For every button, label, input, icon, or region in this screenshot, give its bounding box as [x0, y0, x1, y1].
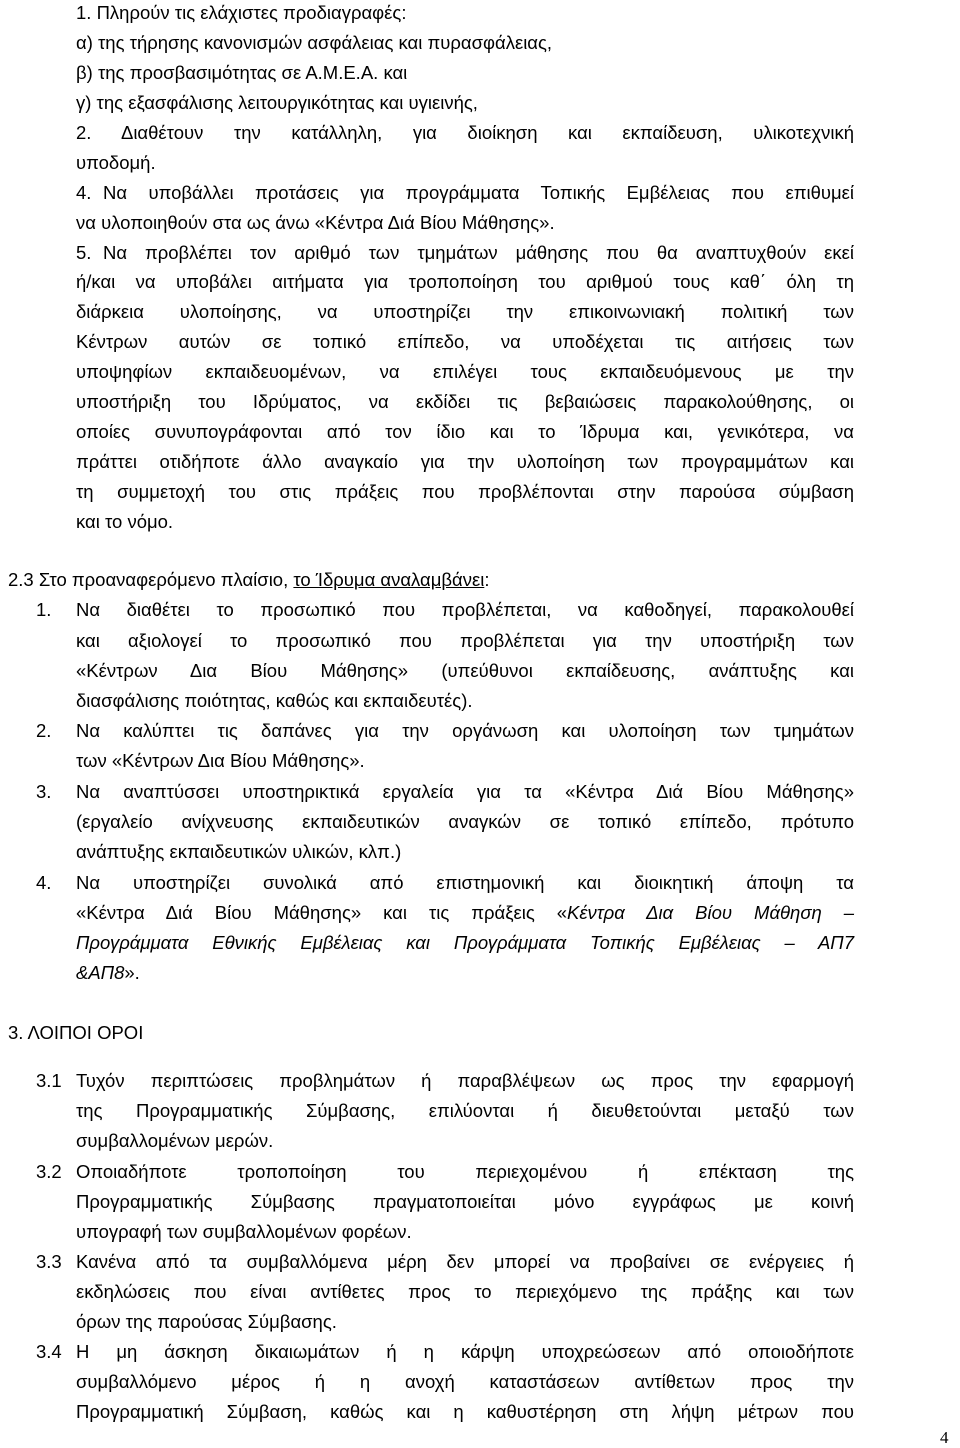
s3-item-line: υπογραφή των συμβαλλομένων φορέων. [76, 1221, 412, 1242]
s3-item-line: Προγραμματικής Σύμβασης πραγματοποιείται μόνο εγγράφως με κοινή [76, 1191, 854, 1212]
criteria-heading: 1. Πληρούν τις ελάχιστες προδιαγραφές: [76, 2, 407, 23]
s23-item-1-line: διασφάλισης ποιότητας, καθώς και εκπαιδευτές). [76, 690, 473, 711]
item-4-number: 4. [76, 182, 92, 203]
s23-item-3-line: ανάπτυξης εκπαιδευτικών υλικών, κλπ.) [76, 841, 402, 862]
criteria-b: β) της προσβασιμότητας σε Α.Μ.Ε.Α. και [76, 62, 408, 83]
item-5-line: ή/και να υποβάλει αιτήματα για τροποποίηση του αριθμού τους καθ΄ όλη τη [76, 271, 854, 292]
s23-item-4-line: Να υποστηρίζει συνολικά από επιστημονική και διοικητική άποψη τα [76, 872, 854, 893]
s23-item-2-line: Να καλύπτει τις δαπάνες για την οργάνωση και υλοποίηση των τμημάτων [76, 720, 854, 741]
s23-item-1-number: 1. [36, 599, 52, 620]
s23-item-4-line: Προγράμματα Εθνικής Εμβέλειας και Προγράμματα Τοπικής Εμβέλειας – ΑΠ7 [76, 932, 854, 953]
section-2-3-underlined: το Ίδρυμα αναλαμβάνει [293, 569, 485, 590]
item-5-line: Κέντρων αυτών σε τοπικό επίπεδο, να υποδέχεται τις αιτήσεις των [76, 331, 854, 352]
s23-item-3-number: 3. [36, 781, 52, 802]
item-5-line: υποψηφίων εκπαιδευομένων, να επιλέγει τους εκπαιδευόμενους με την [76, 361, 854, 382]
criteria-2-line1: 2. Διαθέτουν την κατάλληλη, για διοίκηση και εκπαίδευση, υλικοτεχνική [76, 122, 854, 143]
s3-item-line: Κανένα από τα συμβαλλόμενα μέρη δεν μπορεί να προβαίνει σε ενέργειες ή [76, 1251, 854, 1272]
s23-item-4-line: «Κέντρα Διά Βίου Μάθησης» και τις πράξεις «Κέντρα Δια Βίου Μάθηση – [76, 902, 855, 923]
s23-item-1-line: Να διαθέτει το προσωπικό που προβλέπεται, να καθοδηγεί, παρακολουθεί [76, 599, 854, 620]
item-5-line: υποστήριξη του Ιδρύματος, να εκδίδει τις βεβαιώσεις παρακολούθησης, οι [76, 391, 854, 412]
s23-item-3-line: Να αναπτύσσει υποστηρικτικά εργαλεία για τα «Κέντρα Διά Βίου Μάθησης» [76, 781, 854, 802]
s3-item-line: Προγραμματική Σύμβαση, καθώς και η καθυστέρηση στη λήψη μέτρων που [76, 1401, 854, 1422]
s3-item-line: συμβαλλομένων μερών. [76, 1130, 274, 1151]
s3-item-number: 3.4 [36, 1341, 62, 1362]
section-2-3-heading: 2.3 Στο προαναφερόμενο πλαίσιο, το Ίδρυμα αναλαμβάνει: [8, 569, 490, 590]
s23-item-4-number: 4. [36, 872, 52, 893]
s3-item-line: της Προγραμματικής Σύμβασης, επιλύονται ή διευθετούνται μεταξύ των [76, 1100, 854, 1121]
s3-item-line: εκδηλώσεις που είναι αντίθετες προς το περιεχόμενο της πράξης και των [76, 1281, 854, 1302]
criteria-a: α) της τήρησης κανονισμών ασφάλειας και πυρασφάλειας, [76, 32, 553, 53]
s3-item-number: 3.2 [36, 1161, 62, 1182]
s3-item-line: Οποιαδήποτε τροποποίηση του περιεχομένου ή επέκταση της [76, 1161, 854, 1182]
item-5-line: οποίες συνυπογράφονται από τον ίδιο και το Ίδρυμα και, γενικότερα, να [76, 421, 854, 442]
s23-item-2-line: των «Κέντρων Δια Βίου Μάθησης». [76, 750, 365, 771]
s3-item-line: όρων της παρούσας Σύμβασης. [76, 1311, 337, 1332]
criteria-2-line2: υποδομή. [76, 152, 156, 173]
s3-item-number: 3.3 [36, 1251, 62, 1272]
item-4-line2: να υλοποιηθούν στα ως άνω «Κέντρα Διά Βίου Μάθησης». [76, 212, 555, 233]
item-5-line: Να προβλέπει τον αριθμό των τμημάτων μάθησης που θα αναπτυχθούν εκεί [103, 242, 854, 263]
s3-item-line: Τυχόν περιπτώσεις προβλημάτων ή παραβλέψεων ως προς την εφαρμογή [76, 1070, 854, 1091]
s23-item-1-line: «Κέντρων Δια Βίου Μάθησης» (υπεύθυνοι εκπαίδευσης, ανάπτυξης και [76, 660, 854, 681]
item-5-line: τη συμμετοχή του στις πράξεις που προβλέπονται στην παρούσα σύμβαση [76, 481, 854, 502]
s23-item-2-number: 2. [36, 720, 52, 741]
s3-item-line: Η μη άσκηση δικαιωμάτων ή η κάρψη υποχρεώσεων από οποιοδήποτε [76, 1341, 854, 1362]
item-5-line: πράττει οτιδήποτε άλλο αναγκαίο για την υλοποίηση των προγραμμάτων και [76, 451, 854, 472]
section-3-heading: 3. ΛΟΙΠΟΙ ΟΡΟΙ [8, 1022, 144, 1043]
page-number: 4 [940, 1428, 949, 1447]
s23-item-1-line: και αξιολογεί το προσωπικό που προβλέπεται για την υποστήριξη των [76, 630, 854, 651]
s3-item-line: συμβαλλόμενο μέρος ή η ανοχή καταστάσεων αντίθετων προς την [76, 1371, 854, 1392]
item-5-number: 5. [76, 242, 92, 263]
s23-item-4-line: &ΑΠ8». [76, 962, 140, 983]
item-5-line: και το νόμο. [76, 511, 174, 532]
item-5-line: διάρκεια υλοποίησης, να υποστηρίζει την επικοινωνιακή πολιτική των [76, 301, 854, 322]
item-4-line1: Να υποβάλλει προτάσεις για προγράμματα Τοπικής Εμβέλειας που επιθυμεί [103, 182, 854, 203]
s23-item-3-line: (εργαλείο ανίχνευσης εκπαιδευτικών αναγκών σε τοπικό επίπεδο, πρότυπο [76, 811, 854, 832]
s3-item-number: 3.1 [36, 1070, 62, 1091]
criteria-c: γ) της εξασφάλισης λειτουργικότητας και υγιεινής, [76, 92, 478, 113]
